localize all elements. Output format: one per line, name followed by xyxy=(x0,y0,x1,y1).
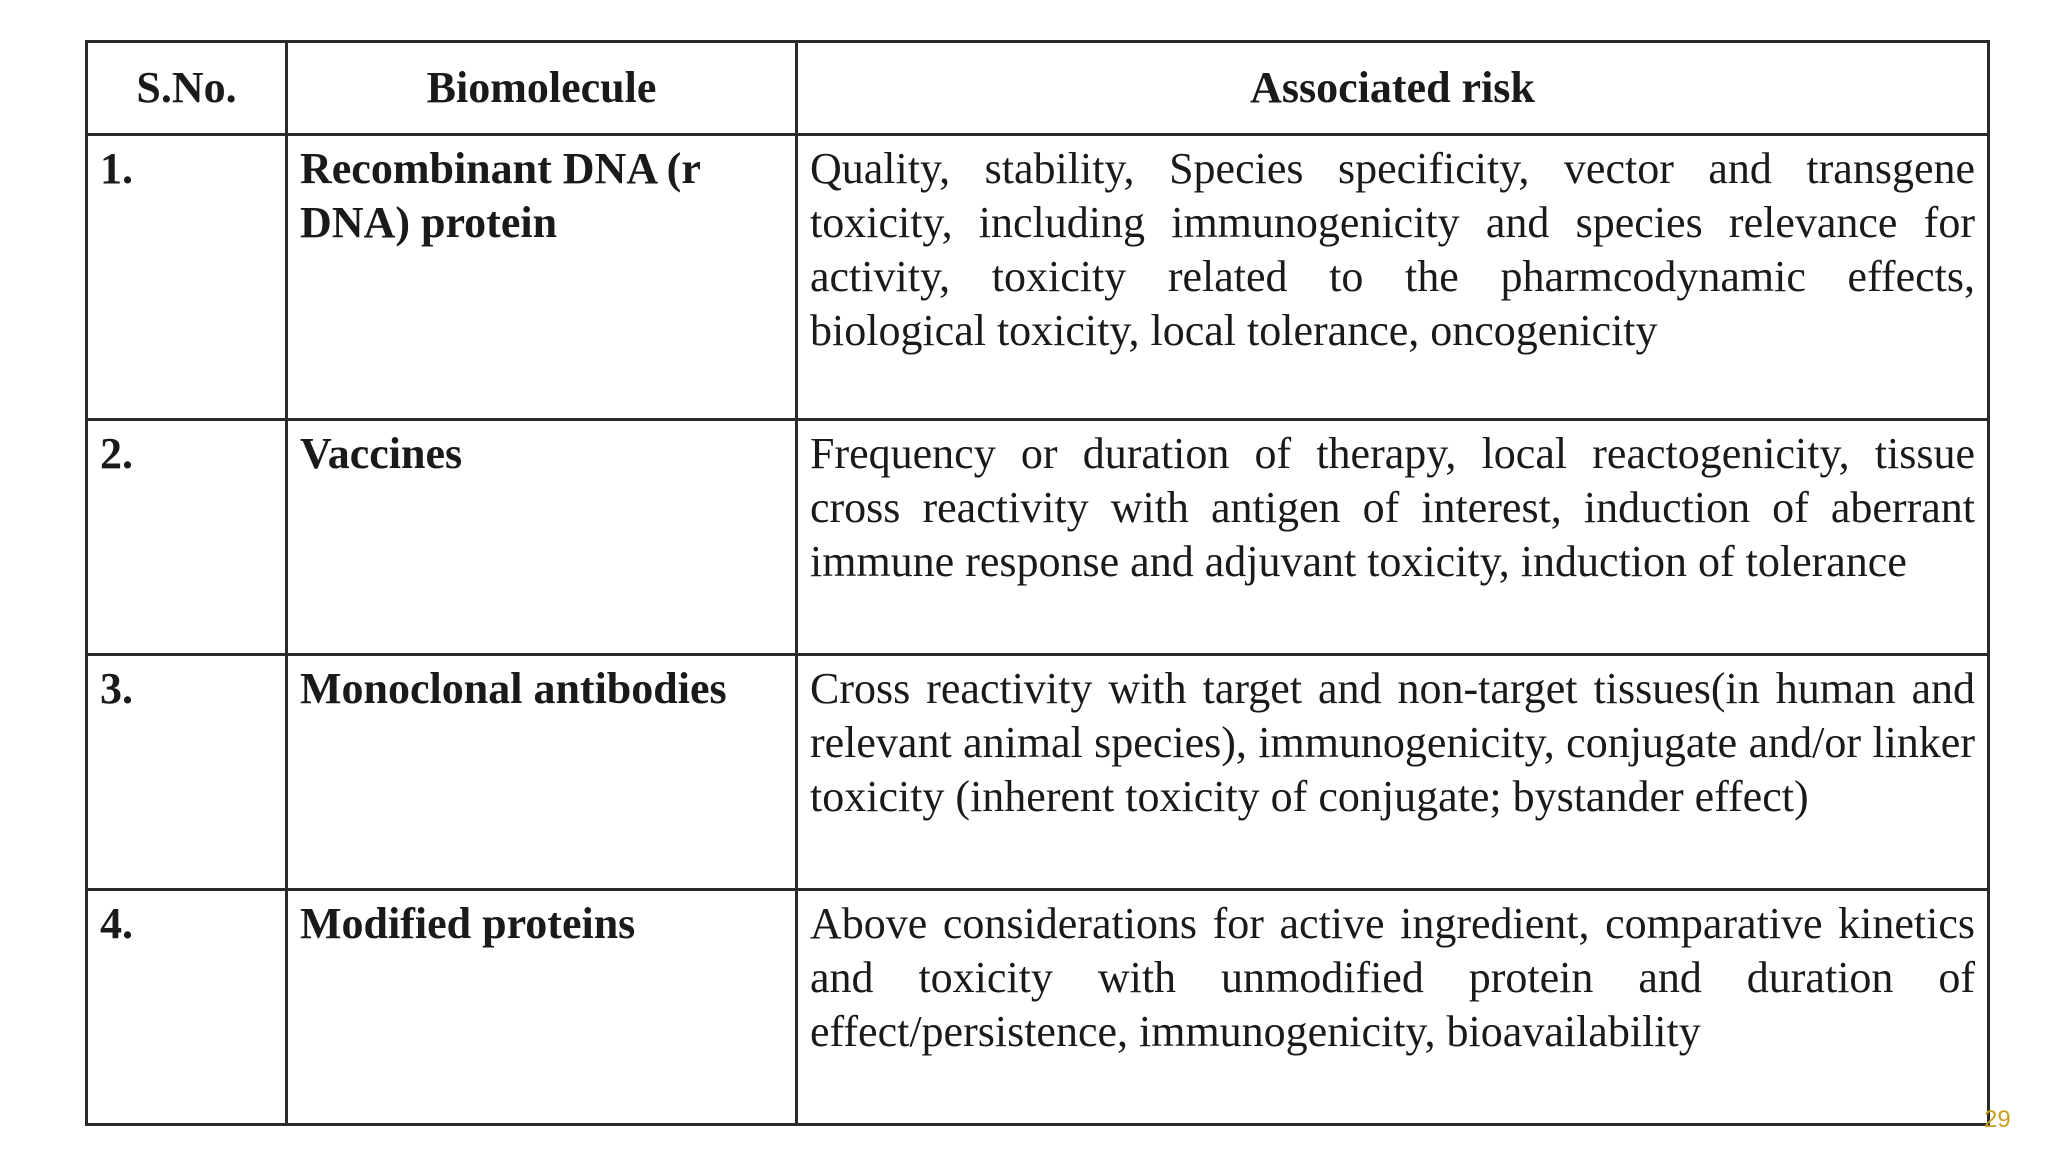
biomolecule-risk-table xyxy=(85,40,1990,1126)
row-associated-risk: Cross reactivity with target and non-target tissues(in human and relevant animal species), immunogenicity, conjugate and/or linker toxicity (inherent toxicity of conjugate; bystander effect) xyxy=(797,655,1989,890)
row-sno: 1. xyxy=(87,135,287,420)
table-header-row xyxy=(87,42,1989,135)
header-associated-risk: Associated risk xyxy=(797,42,1989,135)
header-sno: S.No. xyxy=(87,42,287,135)
row-associated-risk: Above considerations for active ingredient, comparative kinetics and toxicity with unmodified protein and duration of effect/persistence, immunogenicity, bioavailability xyxy=(797,890,1989,1125)
table-row xyxy=(87,420,1989,655)
row-sno: 2. xyxy=(87,420,287,655)
table-row xyxy=(87,135,1989,420)
row-sno: 4. xyxy=(87,890,287,1125)
table-row xyxy=(87,655,1989,890)
row-biomolecule: Vaccines xyxy=(287,420,797,655)
row-biomolecule: Monoclonal antibodies xyxy=(287,655,797,890)
row-biomolecule: Recombinant DNA (r DNA) protein xyxy=(287,135,797,420)
table-row xyxy=(87,890,1989,1125)
row-associated-risk: Frequency or duration of therapy, local reactogenicity, tissue cross reactivity with antigen of interest, induction of aberrant immune response and adjuvant toxicity, induction of tolerance xyxy=(797,420,1989,655)
row-biomolecule: Modified proteins xyxy=(287,890,797,1125)
row-sno: 3. xyxy=(87,655,287,890)
page-number: 29 xyxy=(1984,1106,2011,1133)
header-biomolecule: Biomolecule xyxy=(287,42,797,135)
row-associated-risk: Quality, stability, Species specificity, vector and transgene toxicity, including immunogenicity and species relevance for activity, toxicity related to the pharmcodynamic effects, biological toxicity, local tolerance, oncogenicity xyxy=(797,135,1989,420)
